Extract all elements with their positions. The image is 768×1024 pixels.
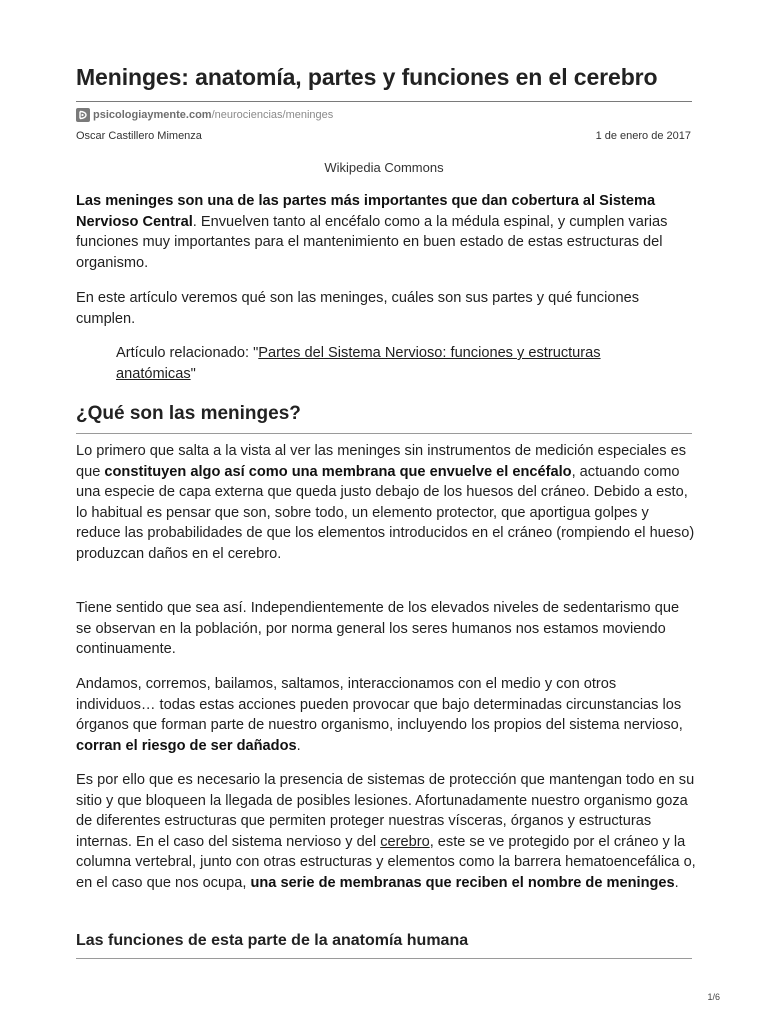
- author-name: Oscar Castillero Mimenza: [76, 130, 202, 142]
- intro-paragraph-2: En este artículo veremos qué son las meninges, cuáles son sus partes y qué funciones cumplen.: [76, 290, 639, 327]
- intro-text: . Envuelven tanto al encéfalo como a la médula espinal, y cumplen varias funciones muy importantes para el mantenimiento en buen estado de estas estructuras del organismo.: [76, 213, 668, 271]
- related-suffix: ": [190, 365, 196, 382]
- body-text: .: [674, 874, 679, 891]
- bold-text: corran el riesgo de ser dañados: [76, 737, 297, 754]
- related-prefix: Artículo relacionado: ": [116, 345, 259, 361]
- article-title: Meninges: anatomía, partes y funciones en el cerebro: [76, 64, 658, 90]
- section-heading-funciones: Las funciones de esta parte de la anatomía humana: [76, 932, 469, 949]
- page-number: 1/6: [707, 992, 720, 1002]
- source-domain-link[interactable]: psicologiaymente.com: [93, 109, 212, 121]
- body-text: , actuando como una especie de capa externa que queda justo debajo de los huesos del cráneo. Debido a esto, lo habitual es pensar que son, sobre todo, un elemento protector, que aportigua golpes y reduce las probabilidades de que los elementos introducidos en el cráneo (rompiendo el hueso) produzcan daños en el cerebro.: [76, 463, 695, 562]
- body-text: Lo primero que salta a la vista al ver las meninges sin instrumentos de medición especiales es que: [76, 443, 687, 480]
- section-heading-meninges: ¿Qué son las meninges?: [76, 403, 301, 424]
- source-path: /neurociencias/meninges: [211, 109, 334, 121]
- body-text: Andamos, corremos, bailamos, saltamos, interaccionamos con el medio y con otros individuos… todas estas acciones pueden provocar que bajo determinadas circunstancias los órganos que forman parte de nuestro organismo, incluyendo los propios del sistema nervioso,: [76, 676, 683, 734]
- body-text: , este se ve protegido por el cráneo y la columna vertebral, junto con otras estructuras y elementos como la barrera hematoencefálica o, en el caso que nos ocupa,: [76, 833, 696, 891]
- title-divider: [76, 101, 692, 102]
- publish-date: 1 de enero de 2017: [595, 130, 691, 142]
- body-text: .: [296, 737, 301, 754]
- section1-paragraph-3: [76, 674, 696, 756]
- section1-paragraph-4: [76, 770, 696, 894]
- related-article: [116, 343, 676, 384]
- bold-text: constituyen algo así como una membrana que envuelve el encéfalo: [104, 463, 572, 480]
- site-logo-icon: [76, 108, 90, 122]
- body-text: Es por ello que es necesario la presencia de sistemas de protección que mantengan todo en su sitio y que bloqueen la llegada de posibles lesiones. Afortunadamente nuestro organismo goza de diferentes estructuras que permiten proteger nuestras vísceras, órganos y estructuras internas. En el caso del sistema nervioso y del: [76, 772, 695, 850]
- cerebro-link[interactable]: cerebro: [380, 833, 430, 850]
- intro-lead-bold: Las meninges son una de las partes más importantes que dan cobertura al Sistema Nervioso Central: [76, 193, 656, 230]
- source-line: [76, 107, 333, 123]
- section1-paragraph-2: Tiene sentido que sea así. Independientemente de los elevados niveles de sedentarismo que se observan en la población, por norma general los seres humanos nos estamos moviendo continuamente.: [76, 600, 680, 658]
- subsection-divider: [76, 958, 692, 959]
- section1-paragraph-1: [76, 441, 696, 565]
- bold-text: una serie de membranas que reciben el nombre de meninges: [250, 874, 675, 891]
- section-divider: [76, 433, 692, 434]
- image-caption: Wikipedia Commons: [324, 160, 444, 175]
- related-article-link[interactable]: Partes del Sistema Nervioso: funciones y estructuras anatómicas: [116, 345, 601, 382]
- intro-paragraph-1: [76, 191, 696, 273]
